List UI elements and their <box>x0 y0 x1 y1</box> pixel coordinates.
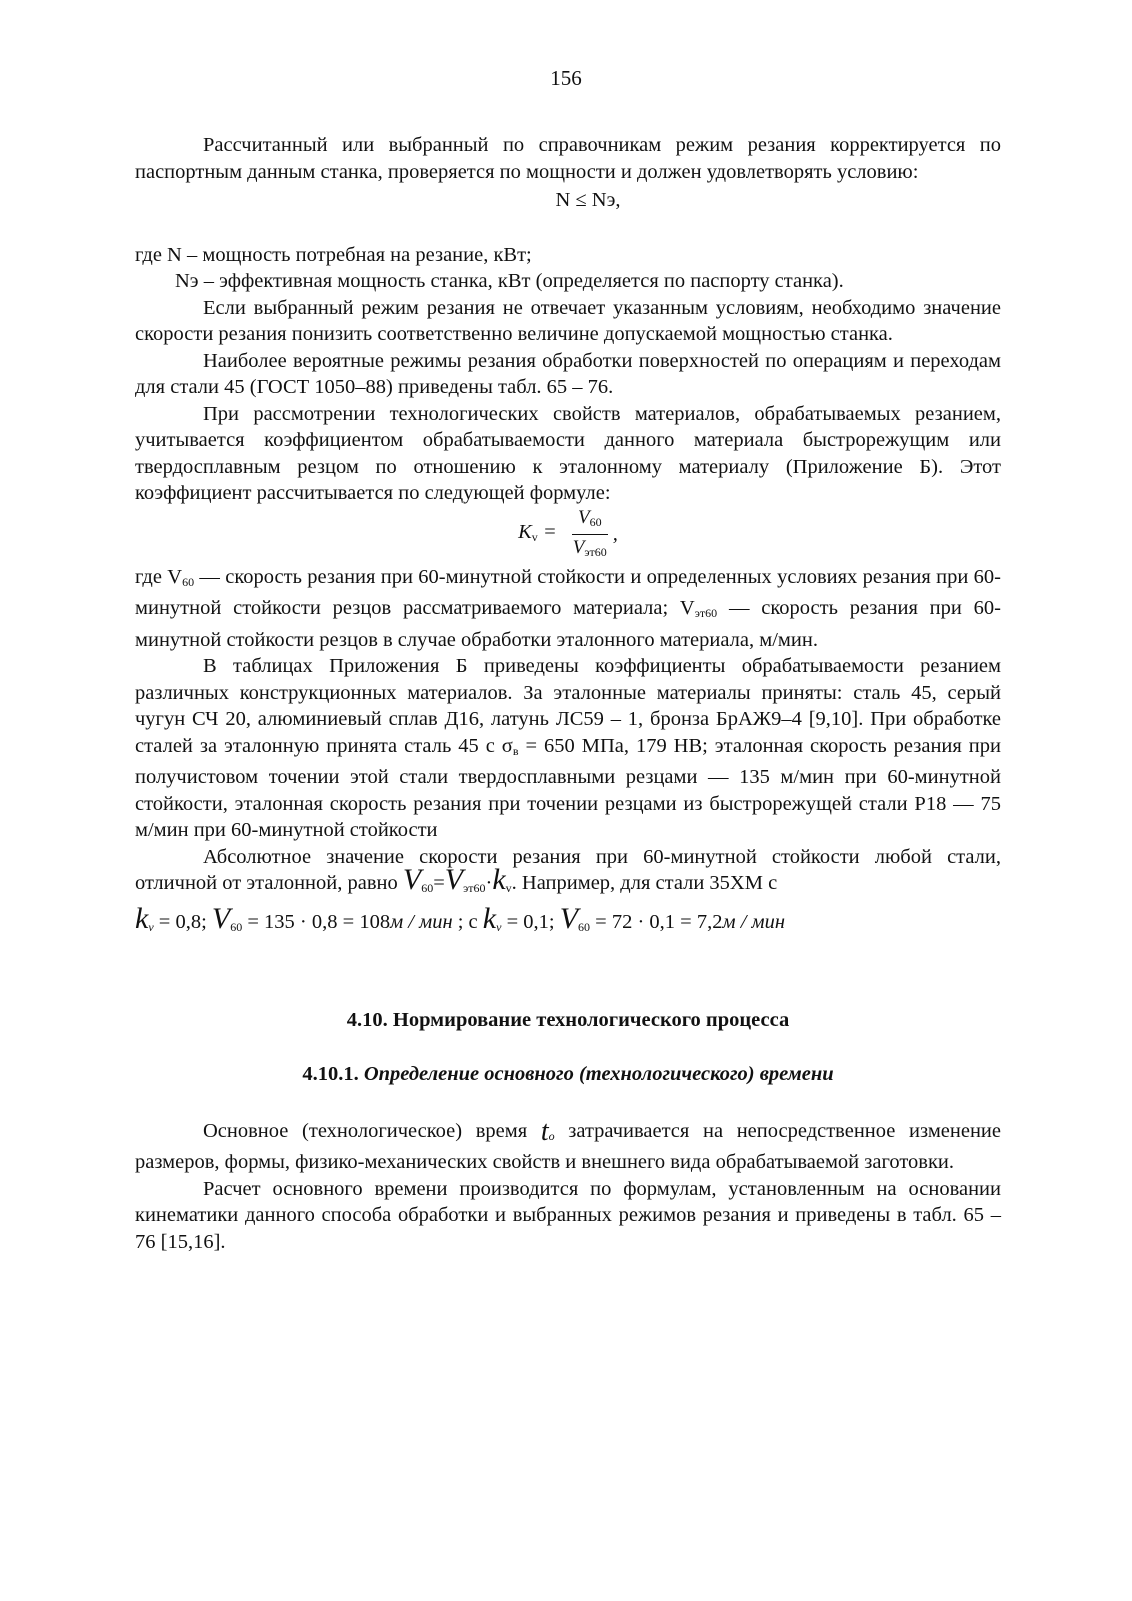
page-body <box>135 132 1001 1255</box>
section-heading: 4.10. Нормирование технологического процесса <box>346 1008 790 1031</box>
definition-ne: Nэ – эффективная мощность станка, кВт (определяется по паспорту станка). <box>175 270 844 292</box>
fraction-numerator: $V_{60}$ <box>572 507 608 535</box>
formula-power-condition: N ≤ Nэ, <box>555 189 621 211</box>
paragraph-machinability: При рассмотрении технологических свойств материалов, обрабатываемых резанием, учитывается коэффициентом обрабатываемости данного материала быстрорежущим или твердосплавным резцом по отношению к эталонному материалу (Приложение Б). Этот коэффициент рассчитывается по следующей формуле: <box>135 402 1001 504</box>
fraction-denominator: $V_{эт60}$ <box>572 536 607 559</box>
paragraph-absolute-speed: Абсолютное значение скорости резания при 60-минутной стойкости любой стали, отличной от эталонной, равно $V_{60}=V_{эт60}\cdot k_v$. Например, для стали 35ХМ с <box>135 845 1001 896</box>
formula-machinability-coefficient <box>135 507 1001 563</box>
paragraph-reference-materials: В таблицах Приложения Б приведены коэффициенты обрабатываемости резанием различных конструкционных материалов. За эталонные материалы приняты: сталь 45, серый чугун СЧ 20, алюминиевый сплав Д16, латунь ЛС59 – 1, бронза БрАЖ9–4 [9,10]. При обработке сталей за эталонную принята сталь 45 с $\sigma_в = 650$ МПа, 179 НВ; эталонная скорость резания при получистовом точении этой стали твердосплавными резцами — 135 м/мин при 60-минутной стойкости, эталонная скорость резания при точении резцами из быстрорежущей стали Р18 — 75 м/мин при 60-минутной стойкости <box>135 655 1001 841</box>
paragraph-probable-modes: Наиболее вероятные режимы резания обработки поверхностей по операциям и переходам для стали 45 (ГОСТ 1050–88) приведены табл. 65 – 76. <box>135 349 1001 398</box>
example-calculation: $k_v = 0,8$; $V_{60} = 135 \cdot 0,8 = 108м$ / мин ; с $k_v = 0,1$; $V_{60} = 72 \cdot 0,1 = 7,2м$ / мин <box>135 901 786 935</box>
paragraph-reduce-speed: Если выбранный режим резания не отвечает указанным условиям, необходимо значение скорости резания понизить соответственно величине допускаемой мощностью станка. <box>135 296 1001 345</box>
paragraph-main-time: Основное (технологическое) время $t_о$ затрачивается на непосредственное изменение размеров, формы, физико-механических свойств и внешнего вида обрабатываемой заготовки. <box>135 1115 1001 1173</box>
subsection-heading: 4.10.1. Определение основного (технологического) времени <box>302 1063 834 1085</box>
formula-comma: , <box>612 523 618 546</box>
paragraph-main-time-calculation: Расчет основного времени производится по формулам, установленным на основании кинематики данного способа обработки и выбранных режимов резания и приведены в табл. 65 – 76 [15,16]. <box>135 1177 1001 1253</box>
paragraph-v60-definition: где $V_{60}$ — скорость резания при 60-минутной стойкости и определенных условиях резания при 60-минутной стойкости резцов рассматриваемого материала; $V_{эт60}$ — скорость резания при 60-минутной стойкости резцов в случае обработки эталонного материала, м/мин. <box>135 565 1001 651</box>
page-number: 156 <box>550 66 582 90</box>
formula-lhs: $K_v$ = <box>518 520 557 544</box>
formula-fraction <box>567 507 613 563</box>
definition-n: где N – мощность потребная на резание, кВт; <box>135 243 532 266</box>
paragraph-power-check: Рассчитанный или выбранный по справочникам режим резания корректируется по паспортным данным станка, проверяется по мощности и должен удовлетворять условию: <box>135 134 1001 183</box>
